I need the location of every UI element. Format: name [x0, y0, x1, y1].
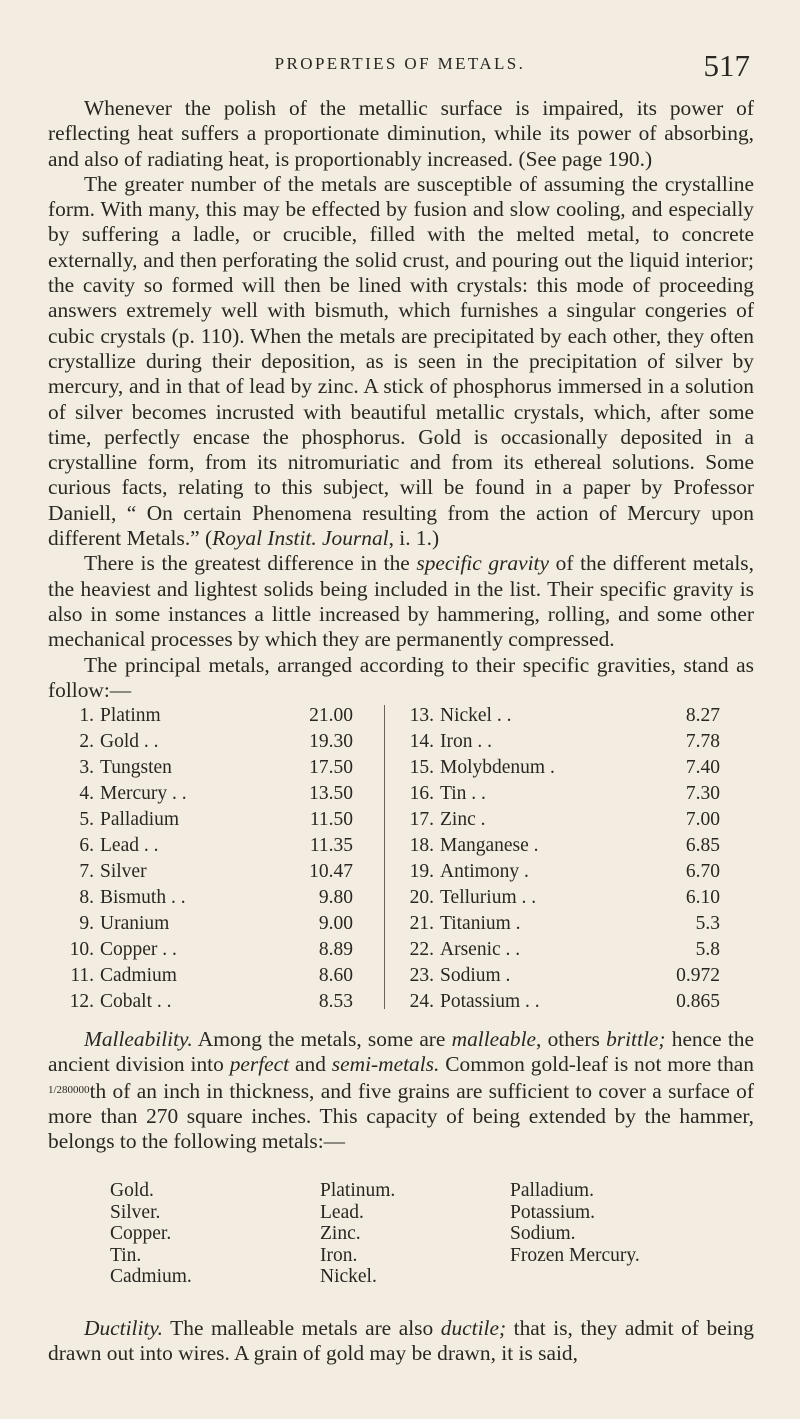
- crystalline-text-b: , i. 1.): [388, 526, 440, 551]
- specific-gravity-table: [60, 703, 720, 1015]
- metal-name: Nickel . .: [440, 705, 512, 726]
- paragraph-malleability: [48, 1027, 754, 1154]
- malleability-text: hence the ancient division into: [48, 1027, 754, 1077]
- table-row: [400, 937, 720, 963]
- metal-item: Tin.: [110, 1244, 142, 1266]
- metal-name: Antimony .: [440, 861, 529, 882]
- row-number: 6.: [79, 835, 94, 856]
- row-number: 20.: [409, 887, 434, 908]
- table-row: [60, 807, 365, 833]
- metal-item: Nickel.: [320, 1266, 377, 1287]
- malleability-text: th of an inch in thickness, and five grains are sufficient to cover a surface of more than 270 square inches. This capacity of being extended by the hammer, belongs to the following metals:—: [48, 1078, 754, 1154]
- table-row: [60, 755, 365, 781]
- table-row: [400, 963, 720, 989]
- gravity-value: 17.50: [309, 757, 353, 778]
- table-column-right: [400, 703, 720, 1015]
- page-header: [0, 48, 800, 88]
- metal-name: Cobalt . .: [100, 991, 172, 1012]
- row-number: 22.: [409, 939, 434, 960]
- body-text-malleability: [48, 1027, 754, 1154]
- gravity-value: 13.50: [309, 783, 353, 804]
- gravity-value: 21.00: [309, 705, 353, 726]
- metal-item: Frozen Mercury.: [510, 1244, 640, 1266]
- gravity-value: 10.47: [309, 861, 353, 882]
- row-number: 13.: [409, 705, 434, 726]
- metals-column: [320, 1180, 395, 1288]
- malleability-text: Among the metals, some are: [192, 1027, 452, 1051]
- table-row: [400, 989, 720, 1015]
- row-number: 16.: [409, 783, 434, 804]
- gravity-value: 8.53: [318, 991, 353, 1012]
- metal-name: Tungsten: [100, 757, 172, 778]
- metal-name: Copper . .: [100, 939, 177, 960]
- metals-column: [110, 1180, 192, 1288]
- gravity-value: 8.27: [685, 705, 720, 726]
- metal-name: Platinm: [100, 705, 161, 726]
- row-number: 2.: [79, 731, 94, 752]
- metal-name: Manganese .: [440, 835, 539, 856]
- gravity-value: 0.865: [676, 991, 720, 1012]
- gravity-value: 9.00: [318, 913, 353, 934]
- row-number: 11.: [70, 965, 94, 986]
- metal-name: Potassium . .: [440, 991, 540, 1012]
- row-number: 17.: [409, 809, 434, 830]
- row-number: 4.: [79, 783, 94, 804]
- ductility-text: The malleable metals are also: [163, 1316, 441, 1340]
- table-row: [400, 807, 720, 833]
- metal-item: Palladium.: [510, 1180, 594, 1201]
- malleability-text: and: [289, 1052, 332, 1077]
- metal-name: Bismuth . .: [100, 887, 186, 908]
- body-text-top: [48, 96, 754, 703]
- row-number: 15.: [409, 757, 434, 778]
- malleability-text: , others: [536, 1027, 607, 1051]
- table-row: [400, 885, 720, 911]
- row-number: 3.: [79, 757, 94, 778]
- metal-name: Cadmium: [100, 965, 177, 986]
- journal-citation: Royal Instit. Journal: [212, 526, 389, 551]
- table-row: [60, 937, 365, 963]
- gravity-value: 5.3: [695, 913, 720, 934]
- gravity-value: 9.80: [318, 887, 353, 908]
- malleability-emphasis: semi-metals.: [331, 1052, 440, 1077]
- table-row: [60, 859, 365, 885]
- gravity-value: 6.70: [685, 861, 720, 882]
- malleable-metals-list: [110, 1180, 730, 1310]
- metal-name: Titanium .: [440, 913, 521, 934]
- metal-name: Zinc .: [440, 809, 486, 830]
- table-row: [400, 729, 720, 755]
- gravity-value: 0.972: [676, 965, 720, 986]
- row-number: 9.: [79, 913, 94, 934]
- row-number: 19.: [409, 861, 434, 882]
- row-number: 1.: [79, 705, 94, 726]
- row-number: 23.: [409, 965, 434, 986]
- gravity-value: 11.35: [309, 835, 353, 856]
- metal-name: Arsenic . .: [440, 939, 521, 960]
- gravity-value: 7.00: [685, 809, 720, 830]
- gravity-emphasis: specific gravity: [416, 551, 549, 576]
- metal-item: Lead.: [320, 1201, 364, 1223]
- metal-name: Mercury . .: [100, 783, 187, 804]
- page-number: 517: [703, 48, 750, 83]
- row-number: 12.: [69, 991, 94, 1012]
- metal-name: Silver: [100, 861, 147, 882]
- metal-item: Potassium.: [510, 1201, 596, 1223]
- row-number: 10.: [69, 939, 94, 960]
- gravity-value: 7.30: [685, 783, 720, 804]
- malleability-emphasis: brittle;: [606, 1027, 666, 1051]
- metal-item: Copper.: [110, 1223, 172, 1244]
- table-row: [400, 833, 720, 859]
- metal-name: Gold . .: [100, 731, 159, 752]
- metal-item: Iron.: [320, 1244, 358, 1266]
- ductility-text: that is, they admit of being drawn out into wires. A grain of gold may be drawn, it is said,: [48, 1316, 754, 1366]
- ductility-heading: Ductility.: [84, 1316, 164, 1340]
- body-text-ductility: [48, 1316, 754, 1367]
- gravity-value: 6.10: [685, 887, 720, 908]
- metal-name: Palladium: [100, 809, 180, 830]
- metal-item: Sodium.: [510, 1223, 576, 1244]
- table-row: [400, 911, 720, 937]
- table-row: [60, 911, 365, 937]
- row-number: 5.: [79, 809, 94, 830]
- column-divider: [384, 705, 385, 1009]
- paragraph-crystalline: [48, 172, 754, 551]
- row-number: 21.: [409, 913, 434, 934]
- row-number: 14.: [409, 731, 434, 752]
- row-number: 8.: [79, 887, 94, 908]
- metal-item: Silver.: [110, 1201, 161, 1223]
- crystalline-text-a: The greater number of the metals are susceptible of assuming the crystalline form. With many, this may be effected by fusion and slow cooling, and especially by suffering a ladle, or crucible, filled with the melted metal, to concrete externally, and then perforating the solid crust, and pouring out the liquid interior; the cavity so formed will then be lined with crystals: this mode of proceeding answers extremely well with bismuth, which furnishes a singular congeries of cubic crystals (p. 110). When the metals are precipitated by each other, they often crystallize during their deposition, as is seen in the precipitation of silver by mercury, and in that of lead by zinc. A stick of phosphorus immersed in a solution of silver becomes incrusted with beautiful metallic crystals, which, after some time, perfectly encase the phosphorus. Gold is occasionally deposited in a crystalline form, from its nitromuriatic and from its ethereal solutions. Some curious facts, relating to this subject, will be found in a paper by Professor Daniell, “ On certain Phenomena resulting from the action of Mercury upon different Metals.” (: [48, 171, 754, 551]
- metal-name: Tin . .: [440, 783, 486, 804]
- table-row: [60, 729, 365, 755]
- metal-item: Zinc.: [320, 1223, 361, 1244]
- malleability-emphasis: perfect: [229, 1052, 290, 1077]
- gravity-value: 11.50: [309, 809, 353, 830]
- gravity-text-a: There is the greatest difference in the: [84, 551, 417, 576]
- paragraph-specific-gravity: [48, 551, 754, 652]
- table-row: [400, 781, 720, 807]
- running-head: PROPERTIES OF METALS.: [274, 54, 526, 73]
- gravity-value: 5.8: [695, 939, 720, 960]
- gravity-value: 8.60: [318, 965, 353, 986]
- table-row: [60, 963, 365, 989]
- metal-name: Sodium .: [440, 965, 511, 986]
- table-row: [400, 859, 720, 885]
- row-number: 24.: [409, 991, 434, 1012]
- table-row: [60, 885, 365, 911]
- metal-name: Uranium: [100, 913, 170, 934]
- row-number: 7.: [79, 861, 94, 882]
- malleability-text: Common gold-leaf is not more than: [439, 1052, 754, 1077]
- table-row: [60, 833, 365, 859]
- metal-item: Cadmium.: [110, 1266, 192, 1287]
- table-row: [60, 781, 365, 807]
- gravity-value: 19.30: [309, 731, 353, 752]
- metal-name: Lead . .: [100, 835, 159, 856]
- table-row: [400, 755, 720, 781]
- table-row: [400, 703, 720, 729]
- gold-leaf-fraction: 1/280000: [48, 1083, 90, 1096]
- metal-name: Iron . .: [440, 731, 492, 752]
- paragraph-polish: Whenever the polish of the metallic surface is impaired, its power of reflecting heat suffers a proportionate diminution, while its power of absorbing, and also of radiating heat, is proportionably increased. (See page 190.): [48, 96, 754, 171]
- metal-item: Platinum.: [320, 1180, 396, 1201]
- table-row: [60, 989, 365, 1015]
- ductility-emphasis: ductile;: [440, 1316, 507, 1340]
- malleability-heading: Malleability.: [84, 1027, 193, 1051]
- metal-name: Molybdenum .: [440, 757, 555, 778]
- metals-column: [510, 1180, 640, 1266]
- paragraph-arranged: The principal metals, arranged according to their specific gravities, stand as follow:—: [48, 652, 754, 702]
- metal-name: Tellurium . .: [440, 887, 537, 908]
- gravity-value: 7.40: [685, 757, 720, 778]
- malleability-emphasis: malleable: [451, 1027, 537, 1051]
- metal-item: Gold.: [110, 1180, 154, 1201]
- paragraph-ductility: [48, 1316, 754, 1367]
- table-column-left: [60, 703, 365, 1015]
- row-number: 18.: [409, 835, 434, 856]
- gravity-value: 7.78: [685, 731, 720, 752]
- gravity-text-b: of the different metals, the heaviest and lightest solids being included in the list. Their specific gravity is also in some instances a little increased by hammering, rolling, and some other mechanical processes by which they are permanently compressed.: [48, 551, 754, 652]
- gravity-value: 6.85: [685, 835, 720, 856]
- table-row: [60, 703, 365, 729]
- gravity-value: 8.89: [318, 939, 353, 960]
